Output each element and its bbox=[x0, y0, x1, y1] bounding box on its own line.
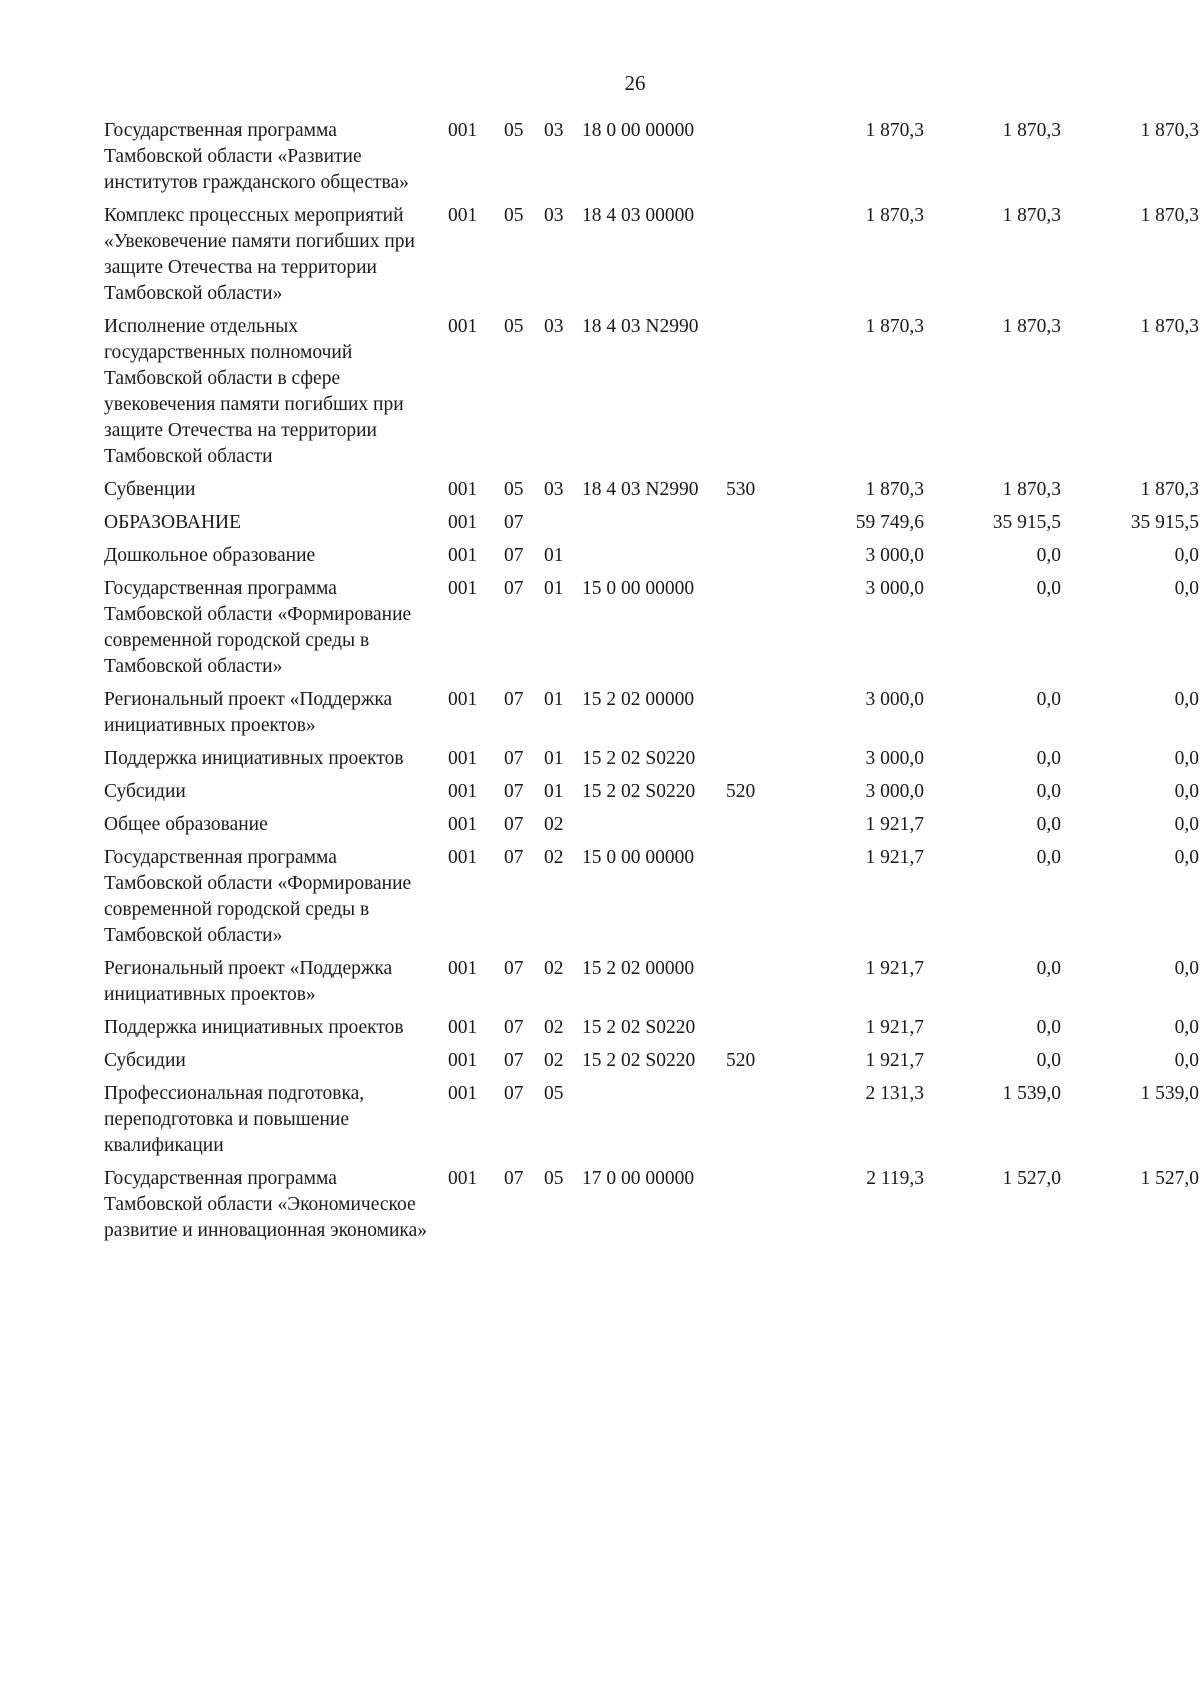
row-rz-cell: 05 bbox=[504, 479, 524, 500]
row-rz-cell: 07 bbox=[504, 545, 524, 566]
row-name-cell: Государственная программа Тамбовской области «Развитие институтов гражданского общества» bbox=[104, 120, 409, 193]
row-gr-cell: 001 bbox=[448, 479, 478, 500]
row-rz-cell: 07 bbox=[504, 958, 524, 979]
row-gr-cell: 001 bbox=[448, 1017, 478, 1038]
row-gr-cell: 001 bbox=[448, 1050, 478, 1071]
row-name-cell: Комплекс процессных мероприятий «Увековечение памяти погибших при защите Отечества на территории Тамбовской области» bbox=[104, 205, 415, 304]
row-pr-cell: 03 bbox=[544, 205, 564, 226]
row-rz-cell: 07 bbox=[504, 814, 524, 835]
row-amount-year1-cell: 3 000,0 bbox=[865, 689, 924, 710]
row-amount-year3-cell: 0,0 bbox=[1174, 748, 1199, 769]
row-vr-cell bbox=[726, 956, 786, 1015]
row-amount-year2-cell: 0,0 bbox=[1036, 847, 1061, 868]
table-row bbox=[104, 1015, 1199, 1048]
table-row bbox=[104, 1048, 1199, 1081]
row-amount-year1-cell: 3 000,0 bbox=[865, 578, 924, 599]
row-vr-cell bbox=[726, 1015, 786, 1048]
row-pr-cell: 01 bbox=[544, 781, 564, 802]
row-csr-cell: 15 2 02 S0220 bbox=[582, 781, 696, 802]
table-row bbox=[104, 576, 1199, 687]
row-pr-cell: 02 bbox=[544, 1017, 564, 1038]
row-vr-cell: 520 bbox=[726, 1050, 756, 1071]
row-vr-cell: 520 bbox=[726, 781, 756, 802]
row-rz-cell: 05 bbox=[504, 120, 524, 141]
row-rz-cell: 07 bbox=[504, 689, 524, 710]
row-gr-cell: 001 bbox=[448, 205, 478, 226]
row-gr-cell: 001 bbox=[448, 578, 478, 599]
table-row bbox=[104, 118, 1199, 203]
row-amount-year3-cell: 1 870,3 bbox=[1140, 120, 1199, 141]
row-pr-cell: 02 bbox=[544, 958, 564, 979]
row-name-cell: Субвенции bbox=[104, 479, 196, 500]
row-vr-cell bbox=[726, 543, 786, 576]
row-gr-cell: 001 bbox=[448, 814, 478, 835]
row-name-cell: Субсидии bbox=[104, 781, 186, 802]
row-amount-year3-cell: 0,0 bbox=[1174, 781, 1199, 802]
row-csr-cell bbox=[582, 812, 726, 845]
row-csr-cell: 15 2 02 00000 bbox=[582, 958, 695, 979]
row-vr-cell bbox=[726, 314, 786, 477]
row-amount-year3-cell: 0,0 bbox=[1174, 847, 1199, 868]
row-vr-cell: 530 bbox=[726, 479, 756, 500]
row-gr-cell: 001 bbox=[448, 316, 478, 337]
row-name-cell: Поддержка инициативных проектов bbox=[104, 1017, 404, 1038]
row-pr-cell: 01 bbox=[544, 689, 564, 710]
table-row bbox=[104, 812, 1199, 845]
row-csr-cell: 15 2 02 S0220 bbox=[582, 1017, 696, 1038]
row-amount-year1-cell: 1 921,7 bbox=[865, 1050, 924, 1071]
row-pr-cell: 03 bbox=[544, 479, 564, 500]
row-gr-cell: 001 bbox=[448, 748, 478, 769]
row-amount-year2-cell: 35 915,5 bbox=[992, 512, 1061, 533]
row-csr-cell bbox=[582, 1081, 726, 1166]
row-amount-year3-cell: 0,0 bbox=[1174, 578, 1199, 599]
row-rz-cell: 07 bbox=[504, 748, 524, 769]
row-pr-cell: 03 bbox=[544, 120, 564, 141]
row-amount-year3-cell: 0,0 bbox=[1174, 545, 1199, 566]
row-amount-year2-cell: 0,0 bbox=[1036, 781, 1061, 802]
row-amount-year3-cell: 0,0 bbox=[1174, 689, 1199, 710]
row-amount-year1-cell: 1 870,3 bbox=[865, 205, 924, 226]
row-amount-year2-cell: 0,0 bbox=[1036, 814, 1061, 835]
row-amount-year3-cell: 0,0 bbox=[1174, 958, 1199, 979]
row-pr-cell: 01 bbox=[544, 545, 564, 566]
row-pr-cell bbox=[544, 510, 582, 543]
row-amount-year2-cell: 0,0 bbox=[1036, 748, 1061, 769]
row-amount-year1-cell: 1 870,3 bbox=[865, 316, 924, 337]
row-amount-year1-cell: 3 000,0 bbox=[865, 748, 924, 769]
table-row bbox=[104, 746, 1199, 779]
row-rz-cell: 05 bbox=[504, 316, 524, 337]
table-row bbox=[104, 510, 1199, 543]
row-amount-year1-cell: 1 870,3 bbox=[865, 479, 924, 500]
row-vr-cell bbox=[726, 1166, 786, 1251]
row-rz-cell: 07 bbox=[504, 1083, 524, 1104]
row-amount-year2-cell: 1 870,3 bbox=[1002, 120, 1061, 141]
row-amount-year3-cell: 35 915,5 bbox=[1130, 512, 1199, 533]
row-amount-year2-cell: 1 539,0 bbox=[1002, 1083, 1061, 1104]
row-rz-cell: 05 bbox=[504, 205, 524, 226]
row-vr-cell bbox=[726, 1081, 786, 1166]
row-amount-year1-cell: 3 000,0 bbox=[865, 545, 924, 566]
row-vr-cell bbox=[726, 203, 786, 314]
row-csr-cell bbox=[582, 543, 726, 576]
row-csr-cell: 15 0 00 00000 bbox=[582, 847, 695, 868]
row-pr-cell: 01 bbox=[544, 578, 564, 599]
row-gr-cell: 001 bbox=[448, 689, 478, 710]
row-vr-cell bbox=[726, 812, 786, 845]
row-amount-year2-cell: 0,0 bbox=[1036, 545, 1061, 566]
row-amount-year2-cell: 0,0 bbox=[1036, 1050, 1061, 1071]
row-rz-cell: 07 bbox=[504, 1050, 524, 1071]
row-amount-year3-cell: 0,0 bbox=[1174, 814, 1199, 835]
row-csr-cell: 15 2 02 00000 bbox=[582, 689, 695, 710]
row-vr-cell bbox=[726, 576, 786, 687]
table-row bbox=[104, 1166, 1199, 1251]
row-amount-year1-cell: 1 921,7 bbox=[865, 847, 924, 868]
table-row bbox=[104, 1081, 1199, 1166]
row-amount-year2-cell: 0,0 bbox=[1036, 689, 1061, 710]
budget-table-body bbox=[104, 118, 1199, 1251]
row-csr-cell: 15 0 00 00000 bbox=[582, 578, 695, 599]
row-gr-cell: 001 bbox=[448, 1083, 478, 1104]
row-amount-year3-cell: 1 527,0 bbox=[1140, 1168, 1199, 1189]
row-gr-cell: 001 bbox=[448, 545, 478, 566]
row-amount-year1-cell: 1 870,3 bbox=[865, 120, 924, 141]
row-gr-cell: 001 bbox=[448, 847, 478, 868]
row-amount-year1-cell: 1 921,7 bbox=[865, 958, 924, 979]
row-amount-year2-cell: 1 870,3 bbox=[1002, 479, 1061, 500]
table-row bbox=[104, 314, 1199, 477]
row-vr-cell bbox=[726, 510, 786, 543]
row-amount-year1-cell: 2 119,3 bbox=[866, 1168, 924, 1189]
row-amount-year3-cell: 1 870,3 bbox=[1140, 479, 1199, 500]
row-amount-year1-cell: 3 000,0 bbox=[865, 781, 924, 802]
row-pr-cell: 02 bbox=[544, 1050, 564, 1071]
row-gr-cell: 001 bbox=[448, 781, 478, 802]
budget-table bbox=[104, 118, 1199, 1251]
row-amount-year2-cell: 1 870,3 bbox=[1002, 316, 1061, 337]
row-gr-cell: 001 bbox=[448, 512, 478, 533]
row-csr-cell bbox=[582, 510, 726, 543]
row-name-cell: Государственная программа Тамбовской области «Экономическое развитие и инновационная экономика» bbox=[104, 1168, 427, 1241]
row-name-cell: Региональный проект «Поддержка инициативных проектов» bbox=[104, 958, 393, 1005]
row-pr-cell: 02 bbox=[544, 847, 564, 868]
row-pr-cell: 03 bbox=[544, 316, 564, 337]
row-gr-cell: 001 bbox=[448, 958, 478, 979]
row-name-cell: Общее образование bbox=[104, 814, 268, 835]
row-rz-cell: 07 bbox=[504, 512, 524, 533]
row-rz-cell: 07 bbox=[504, 1168, 524, 1189]
row-name-cell: Государственная программа Тамбовской области «Формирование современной городской среды в Тамбовской области» bbox=[104, 578, 412, 677]
row-vr-cell bbox=[726, 687, 786, 746]
row-csr-cell: 15 2 02 S0220 bbox=[582, 748, 696, 769]
row-csr-cell: 18 4 03 00000 bbox=[582, 205, 695, 226]
table-row bbox=[104, 779, 1199, 812]
table-row bbox=[104, 477, 1199, 510]
row-amount-year2-cell: 1 527,0 bbox=[1002, 1168, 1061, 1189]
table-row bbox=[104, 543, 1199, 576]
table-row bbox=[104, 203, 1199, 314]
row-name-cell: Дошкольное образование bbox=[104, 545, 316, 566]
row-csr-cell: 17 0 00 00000 bbox=[582, 1168, 695, 1189]
row-name-cell: Государственная программа Тамбовской области «Формирование современной городской среды в Тамбовской области» bbox=[104, 847, 412, 946]
row-amount-year1-cell: 59 749,6 bbox=[855, 512, 924, 533]
row-pr-cell: 01 bbox=[544, 748, 564, 769]
row-vr-cell bbox=[726, 118, 786, 203]
row-amount-year3-cell: 0,0 bbox=[1174, 1017, 1199, 1038]
row-amount-year1-cell: 1 921,7 bbox=[865, 814, 924, 835]
row-amount-year2-cell: 1 870,3 bbox=[1002, 205, 1061, 226]
row-amount-year2-cell: 0,0 bbox=[1036, 1017, 1061, 1038]
row-name-cell: Исполнение отдельных государственных полномочий Тамбовской области в сфере увековечения памяти погибших при защите Отечества на территории Тамбовской области bbox=[104, 316, 404, 467]
row-gr-cell: 001 bbox=[448, 1168, 478, 1189]
row-name-cell: Региональный проект «Поддержка инициативных проектов» bbox=[104, 689, 393, 736]
row-rz-cell: 07 bbox=[504, 781, 524, 802]
row-pr-cell: 05 bbox=[544, 1168, 564, 1189]
row-csr-cell: 18 4 03 N2990 bbox=[582, 316, 699, 337]
row-amount-year2-cell: 0,0 bbox=[1036, 578, 1061, 599]
row-name-cell: Субсидии bbox=[104, 1050, 186, 1071]
row-rz-cell: 07 bbox=[504, 578, 524, 599]
row-amount-year2-cell: 0,0 bbox=[1036, 958, 1061, 979]
row-pr-cell: 05 bbox=[544, 1083, 564, 1104]
row-rz-cell: 07 bbox=[504, 1017, 524, 1038]
table-row bbox=[104, 956, 1199, 1015]
page-number: 26 bbox=[624, 71, 646, 95]
row-amount-year3-cell: 1 870,3 bbox=[1140, 316, 1199, 337]
row-amount-year1-cell: 1 921,7 bbox=[865, 1017, 924, 1038]
row-gr-cell: 001 bbox=[448, 120, 478, 141]
table-row bbox=[104, 687, 1199, 746]
row-name-cell: Поддержка инициативных проектов bbox=[104, 748, 404, 769]
row-vr-cell bbox=[726, 746, 786, 779]
row-rz-cell: 07 bbox=[504, 847, 524, 868]
table-row bbox=[104, 845, 1199, 956]
row-csr-cell: 15 2 02 S0220 bbox=[582, 1050, 696, 1071]
row-name-cell: ОБРАЗОВАНИЕ bbox=[104, 512, 242, 533]
row-name-cell: Профессиональная подготовка, переподготовка и повышение квалификации bbox=[104, 1083, 365, 1156]
row-amount-year3-cell: 1 539,0 bbox=[1140, 1083, 1199, 1104]
row-pr-cell: 02 bbox=[544, 814, 564, 835]
row-amount-year1-cell: 2 131,3 bbox=[865, 1083, 924, 1104]
row-vr-cell bbox=[726, 845, 786, 956]
row-csr-cell: 18 0 00 00000 bbox=[582, 120, 695, 141]
row-amount-year3-cell: 1 870,3 bbox=[1140, 205, 1199, 226]
row-amount-year3-cell: 0,0 bbox=[1174, 1050, 1199, 1071]
row-csr-cell: 18 4 03 N2990 bbox=[582, 479, 699, 500]
